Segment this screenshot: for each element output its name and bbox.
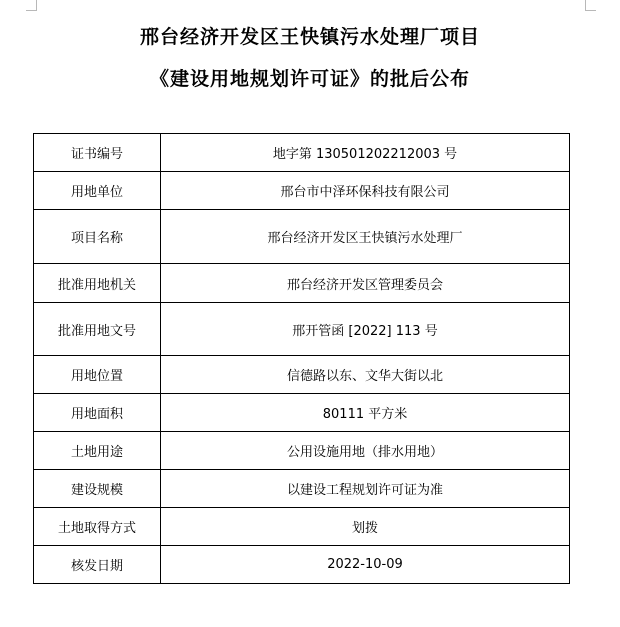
table-row <box>34 172 570 210</box>
row-label: 证书编号 <box>34 134 161 172</box>
row-value: 公用设施用地（排水用地） <box>161 432 570 470</box>
document-title-line-2: 《建设用地规划许可证》的批后公布 <box>149 68 470 90</box>
row-label: 建设规模 <box>34 470 161 508</box>
table-row <box>34 264 570 303</box>
row-value: 划拨 <box>161 508 570 546</box>
row-value: 80111 平方米 <box>161 394 570 432</box>
row-value: 2022-10-09 <box>161 546 570 584</box>
row-label: 项目名称 <box>34 210 161 264</box>
table-row <box>34 432 570 470</box>
row-value: 信德路以东、文华大街以北 <box>161 356 570 394</box>
table-row <box>34 134 570 172</box>
table-row <box>34 546 570 584</box>
row-label: 批准用地文号 <box>34 303 161 356</box>
row-value: 地字第 130501202212003 号 <box>161 134 570 172</box>
row-label: 土地取得方式 <box>34 508 161 546</box>
table-row <box>34 394 570 432</box>
permit-info-table <box>33 133 570 584</box>
row-value: 邢台经济开发区王快镇污水处理厂 <box>161 210 570 264</box>
row-label: 用地面积 <box>34 394 161 432</box>
row-label: 用地单位 <box>34 172 161 210</box>
row-label: 用地位置 <box>34 356 161 394</box>
document-title-line-1: 邢台经济开发区王快镇污水处理厂项目 <box>139 26 480 48</box>
page-corner-mark-left <box>26 0 37 11</box>
row-label: 批准用地机关 <box>34 264 161 303</box>
table-row <box>34 508 570 546</box>
row-value: 邢开管函 [2022] 113 号 <box>161 303 570 356</box>
table-row <box>34 470 570 508</box>
row-label: 土地用途 <box>34 432 161 470</box>
table-row <box>34 356 570 394</box>
row-value: 邢台市中泽环保科技有限公司 <box>161 172 570 210</box>
row-value: 邢台经济开发区管理委员会 <box>161 264 570 303</box>
table-row <box>34 303 570 356</box>
row-label: 核发日期 <box>34 546 161 584</box>
page-corner-mark-right <box>585 0 596 11</box>
row-value: 以建设工程规划许可证为准 <box>161 470 570 508</box>
table-row <box>34 210 570 264</box>
